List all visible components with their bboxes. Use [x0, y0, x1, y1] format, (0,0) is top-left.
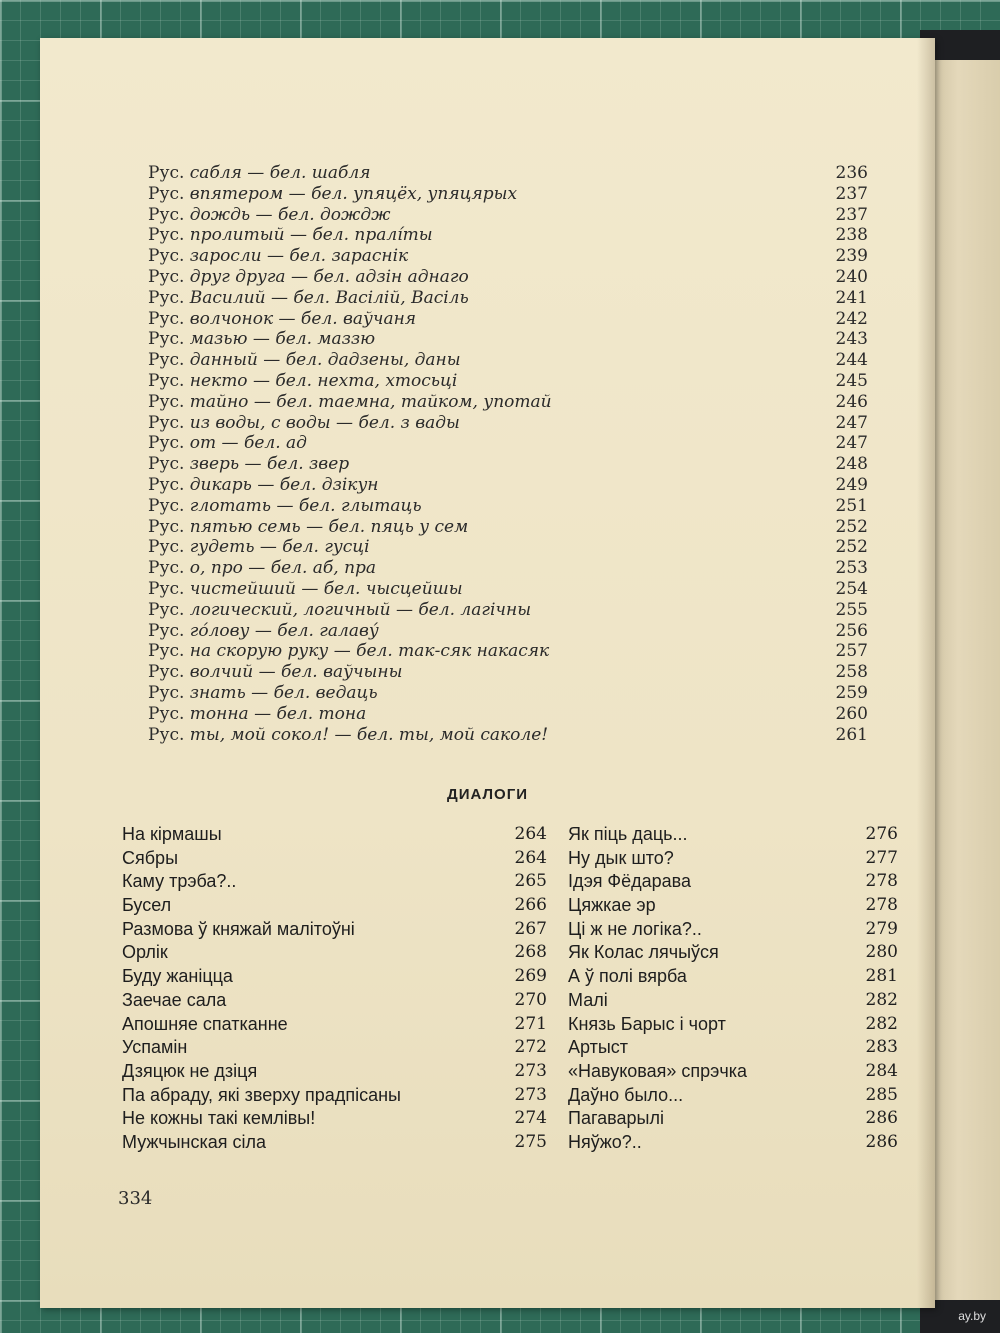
dialog-title: Як Колас лячыўся	[568, 942, 719, 963]
entry-label: Рус.	[148, 578, 185, 599]
entry-page-number: 243	[835, 329, 868, 350]
dialog-entry	[122, 847, 547, 871]
entry-page-number: 238	[835, 225, 868, 246]
entry-page-number: 239	[835, 246, 868, 267]
dialog-page-number: 266	[514, 895, 547, 916]
dialog-entry	[122, 989, 547, 1013]
toc-entry	[148, 662, 868, 683]
toc-entry	[148, 163, 868, 184]
dialog-page-number: 281	[865, 966, 898, 987]
entry-page-number: 245	[835, 370, 868, 391]
dialog-title: Пагаварылі	[568, 1108, 664, 1129]
entry-text: глотать — бел. глытаць	[189, 495, 422, 516]
dialog-page-number: 265	[514, 871, 547, 892]
entry-page-number: 254	[835, 578, 868, 599]
toc-entry	[148, 704, 868, 725]
dialog-title: Малі	[568, 989, 608, 1010]
entry-page-number: 261	[835, 724, 868, 745]
dialog-entry	[122, 1131, 547, 1155]
entry-page-number: 242	[835, 308, 868, 329]
entry-label: Рус.	[148, 246, 185, 267]
dialog-entry	[568, 965, 898, 989]
page-number: 334	[118, 1188, 153, 1209]
toc-entry	[148, 579, 868, 600]
dialog-page-number: 267	[514, 918, 547, 939]
dialog-page-number: 264	[514, 847, 547, 868]
dialog-page-number: 264	[514, 824, 547, 844]
entry-page-number: 247	[835, 412, 868, 433]
entry-label: Рус.	[148, 682, 185, 703]
dialog-entry	[122, 870, 547, 894]
watermark: ay.by	[958, 1309, 986, 1323]
dialog-entry	[568, 1107, 898, 1131]
entry-text: о, про — бел. аб, пра	[189, 558, 377, 579]
entry-text: волчий — бел. ваўчыны	[189, 662, 403, 683]
toc-entry	[148, 537, 868, 558]
entry-label: Рус.	[148, 599, 185, 620]
entry-page-number: 260	[835, 703, 868, 724]
book-page	[40, 38, 935, 1308]
entry-text: впятером — бел. упяцёх, упяцярых	[189, 183, 518, 204]
dialog-entry	[122, 1060, 547, 1084]
toc-entry	[148, 517, 868, 538]
dialog-entry	[568, 823, 898, 847]
toc-entry	[148, 683, 868, 704]
dialog-page-number: 278	[865, 871, 898, 892]
entry-text: пятью семь — бел. пяць у сем	[189, 516, 469, 537]
dialog-entry	[122, 941, 547, 965]
entry-text: дождь — бел. дождж	[189, 204, 391, 225]
entry-label: Рус.	[148, 266, 185, 287]
dialog-title: Па абраду, які зверху прадпісаны	[122, 1084, 401, 1105]
dialog-entry	[568, 1060, 898, 1084]
entry-text: тайно — бел. таемна, тайком, употай	[189, 391, 552, 412]
entry-text: чистейший — бел. чысцейшы	[189, 578, 463, 599]
dialog-entry	[568, 870, 898, 894]
dialog-entry	[568, 1013, 898, 1037]
toc-entry	[148, 371, 868, 392]
dialog-page-number: 286	[865, 1131, 898, 1152]
dialog-entry	[122, 894, 547, 918]
dialog-entry	[568, 941, 898, 965]
entry-label: Рус.	[148, 558, 185, 579]
toc-entry	[148, 184, 868, 205]
dialog-entry	[122, 823, 547, 847]
dialog-entry	[568, 1131, 898, 1155]
entry-text: тонна — бел. тона	[189, 703, 367, 724]
dialog-title: Князь Барыс і чорт	[568, 1013, 726, 1034]
dialog-page-number: 273	[514, 1060, 547, 1081]
toc-entry	[148, 392, 868, 413]
entry-text: ты, мой сокол! — бел. ты, мой саколе!	[189, 724, 549, 745]
entry-label: Рус.	[148, 474, 185, 495]
contents-entries-list	[148, 163, 868, 745]
entry-label: Рус.	[148, 662, 185, 683]
entry-page-number: 244	[835, 350, 868, 371]
dialog-title: Ці ж не логіка?..	[568, 918, 702, 939]
entry-text: гудеть — бел. гусці	[189, 537, 370, 558]
entry-page-number: 251	[835, 495, 868, 516]
toc-entry	[148, 621, 868, 642]
entry-text: дикарь — бел. дзікун	[189, 474, 379, 495]
dialog-page-number: 277	[865, 847, 898, 868]
dialog-page-number: 268	[514, 942, 547, 963]
dialog-entry	[568, 1036, 898, 1060]
toc-entry	[148, 558, 868, 579]
toc-entry	[148, 246, 868, 267]
dialog-entry	[122, 1084, 547, 1108]
dialogs-right-column	[568, 823, 898, 1155]
entry-label: Рус.	[148, 516, 185, 537]
entry-text: Василий — бел. Васілій, Васіль	[189, 287, 469, 308]
entry-page-number: 246	[835, 391, 868, 412]
dialog-title: Мужчынская сіла	[122, 1131, 267, 1152]
entry-text: го́лову — бел. галаву́	[189, 620, 379, 641]
entry-label: Рус.	[148, 537, 185, 558]
dialog-page-number: 274	[514, 1108, 547, 1129]
dialog-title: Артыст	[568, 1037, 629, 1058]
entry-text: зверь — бел. звер	[189, 454, 350, 475]
dialog-entry	[122, 965, 547, 989]
entry-page-number: 237	[835, 183, 868, 204]
dialog-title: Буду жаніцца	[122, 966, 233, 987]
toc-entry	[148, 475, 868, 496]
entry-text: логический, логичный — бел. лагічны	[189, 599, 532, 620]
dialog-entry	[122, 1036, 547, 1060]
dialogs-left-column	[122, 823, 547, 1155]
entry-text: знать — бел. ведаць	[189, 682, 378, 703]
entry-label: Рус.	[148, 225, 185, 246]
entry-label: Рус.	[148, 412, 185, 433]
entry-label: Рус.	[148, 350, 185, 371]
dialog-title: Няўжо?..	[568, 1131, 642, 1152]
toc-entry	[148, 350, 868, 371]
toc-entry	[148, 725, 868, 746]
dialog-entry	[568, 1084, 898, 1108]
entry-label: Рус.	[148, 183, 185, 204]
entry-label: Рус.	[148, 204, 185, 225]
dialog-page-number: 280	[865, 942, 898, 963]
dialog-entry	[568, 989, 898, 1013]
entry-text: заросли — бел. зараснік	[189, 246, 409, 267]
dialog-entry	[568, 847, 898, 871]
entry-page-number: 249	[835, 474, 868, 495]
entry-page-number: 252	[835, 537, 868, 558]
entry-label: Рус.	[148, 370, 185, 391]
entry-label: Рус.	[148, 329, 185, 350]
entry-text: мазью — бел. маззю	[189, 329, 376, 350]
entry-label: Рус.	[148, 454, 185, 475]
dialog-title: Не кожны такі кемлівы!	[122, 1108, 316, 1129]
dialog-title: На кірмашы	[122, 824, 222, 844]
dialog-page-number: 279	[865, 918, 898, 939]
toc-entry	[148, 641, 868, 662]
dialog-page-number: 272	[514, 1037, 547, 1058]
dialog-title: Дзяцюк не дзіця	[122, 1060, 258, 1081]
entry-page-number: 236	[835, 163, 868, 183]
entry-page-number: 248	[835, 454, 868, 475]
dialog-page-number: 271	[514, 1013, 547, 1034]
dialog-entry	[568, 918, 898, 942]
dialog-title: «Навуковая» спрэчка	[568, 1060, 748, 1081]
toc-entry	[148, 454, 868, 475]
dialog-title: Апошняе спатканне	[122, 1013, 288, 1034]
toc-entry	[148, 413, 868, 434]
dialog-page-number: 282	[865, 989, 898, 1010]
entry-label: Рус.	[148, 391, 185, 412]
entry-text: данный — бел. дадзены, даны	[189, 350, 461, 371]
toc-entry	[148, 329, 868, 350]
dialog-page-number: 269	[514, 966, 547, 987]
dialog-page-number: 282	[865, 1013, 898, 1034]
dialog-page-number: 270	[514, 989, 547, 1010]
dialog-page-number: 275	[514, 1131, 547, 1152]
entry-page-number: 256	[835, 620, 868, 641]
entry-text: пролитый — бел. пралíты	[189, 225, 433, 246]
entry-page-number: 237	[835, 204, 868, 225]
dialog-title: Ідэя Фёдарава	[568, 871, 692, 892]
entry-page-number: 247	[835, 433, 868, 454]
dialog-title: А ў полі вярба	[568, 966, 687, 987]
entry-text: на скорую руку — бел. так-сяк накасяк	[189, 641, 550, 662]
dialog-title: Даўно было...	[568, 1084, 684, 1105]
dialog-page-number: 283	[865, 1037, 898, 1058]
dialogs-heading: ДИАЛОГИ	[447, 786, 528, 803]
dialog-entry	[122, 1107, 547, 1131]
toc-entry	[148, 496, 868, 517]
toc-entry	[148, 309, 868, 330]
toc-entry	[148, 600, 868, 621]
entry-label: Рус.	[148, 308, 185, 329]
entry-text: некто — бел. нехта, хтосьці	[189, 370, 458, 391]
entry-text: сабля — бел. шабля	[189, 163, 371, 183]
entry-page-number: 255	[835, 599, 868, 620]
dialog-page-number: 278	[865, 895, 898, 916]
toc-entry	[148, 225, 868, 246]
dialog-title: Ну дык што?	[568, 847, 674, 868]
dialog-page-number: 286	[865, 1108, 898, 1129]
entry-page-number: 240	[835, 266, 868, 287]
dialog-title: Бусел	[122, 895, 172, 916]
dialog-entry	[568, 894, 898, 918]
entry-label: Рус.	[148, 641, 185, 662]
entry-label: Рус.	[148, 703, 185, 724]
facing-page-edge	[930, 60, 1000, 1300]
entry-page-number: 257	[835, 641, 868, 662]
dialog-entry	[122, 918, 547, 942]
entry-text: от — бел. ад	[189, 433, 307, 454]
entry-page-number: 258	[835, 662, 868, 683]
toc-entry	[148, 433, 868, 454]
entry-text: волчонок — бел. ваўчаня	[189, 308, 417, 329]
toc-entry	[148, 267, 868, 288]
dialog-page-number: 276	[865, 824, 898, 844]
dialog-title: Орлік	[122, 942, 168, 963]
dialog-title: Заечае сала	[122, 989, 227, 1010]
dialog-title: Размова ў княжай малітоўні	[122, 918, 355, 939]
entry-page-number: 253	[835, 558, 868, 579]
entry-label: Рус.	[148, 163, 185, 183]
entry-page-number: 259	[835, 682, 868, 703]
entry-page-number: 241	[835, 287, 868, 308]
entry-label: Рус.	[148, 620, 185, 641]
entry-text: из воды, с воды — бел. з вады	[189, 412, 460, 433]
dialog-title: Сябры	[122, 847, 179, 868]
entry-label: Рус.	[148, 495, 185, 516]
dialog-title: Цяжкае эр	[568, 895, 656, 916]
dialog-page-number: 284	[865, 1060, 898, 1081]
entry-label: Рус.	[148, 724, 185, 745]
dialog-title: Каму трэба?..	[122, 871, 237, 892]
dialog-page-number: 285	[865, 1084, 898, 1105]
dialog-page-number: 273	[514, 1084, 547, 1105]
entry-label: Рус.	[148, 433, 185, 454]
toc-entry	[148, 205, 868, 226]
dialog-title: Як піць даць...	[568, 824, 688, 844]
toc-entry	[148, 288, 868, 309]
entry-page-number: 252	[835, 516, 868, 537]
dialog-entry	[122, 1013, 547, 1037]
dialog-title: Успамін	[122, 1037, 188, 1058]
entry-text: друг друга — бел. адзін аднаго	[189, 266, 469, 287]
entry-label: Рус.	[148, 287, 185, 308]
